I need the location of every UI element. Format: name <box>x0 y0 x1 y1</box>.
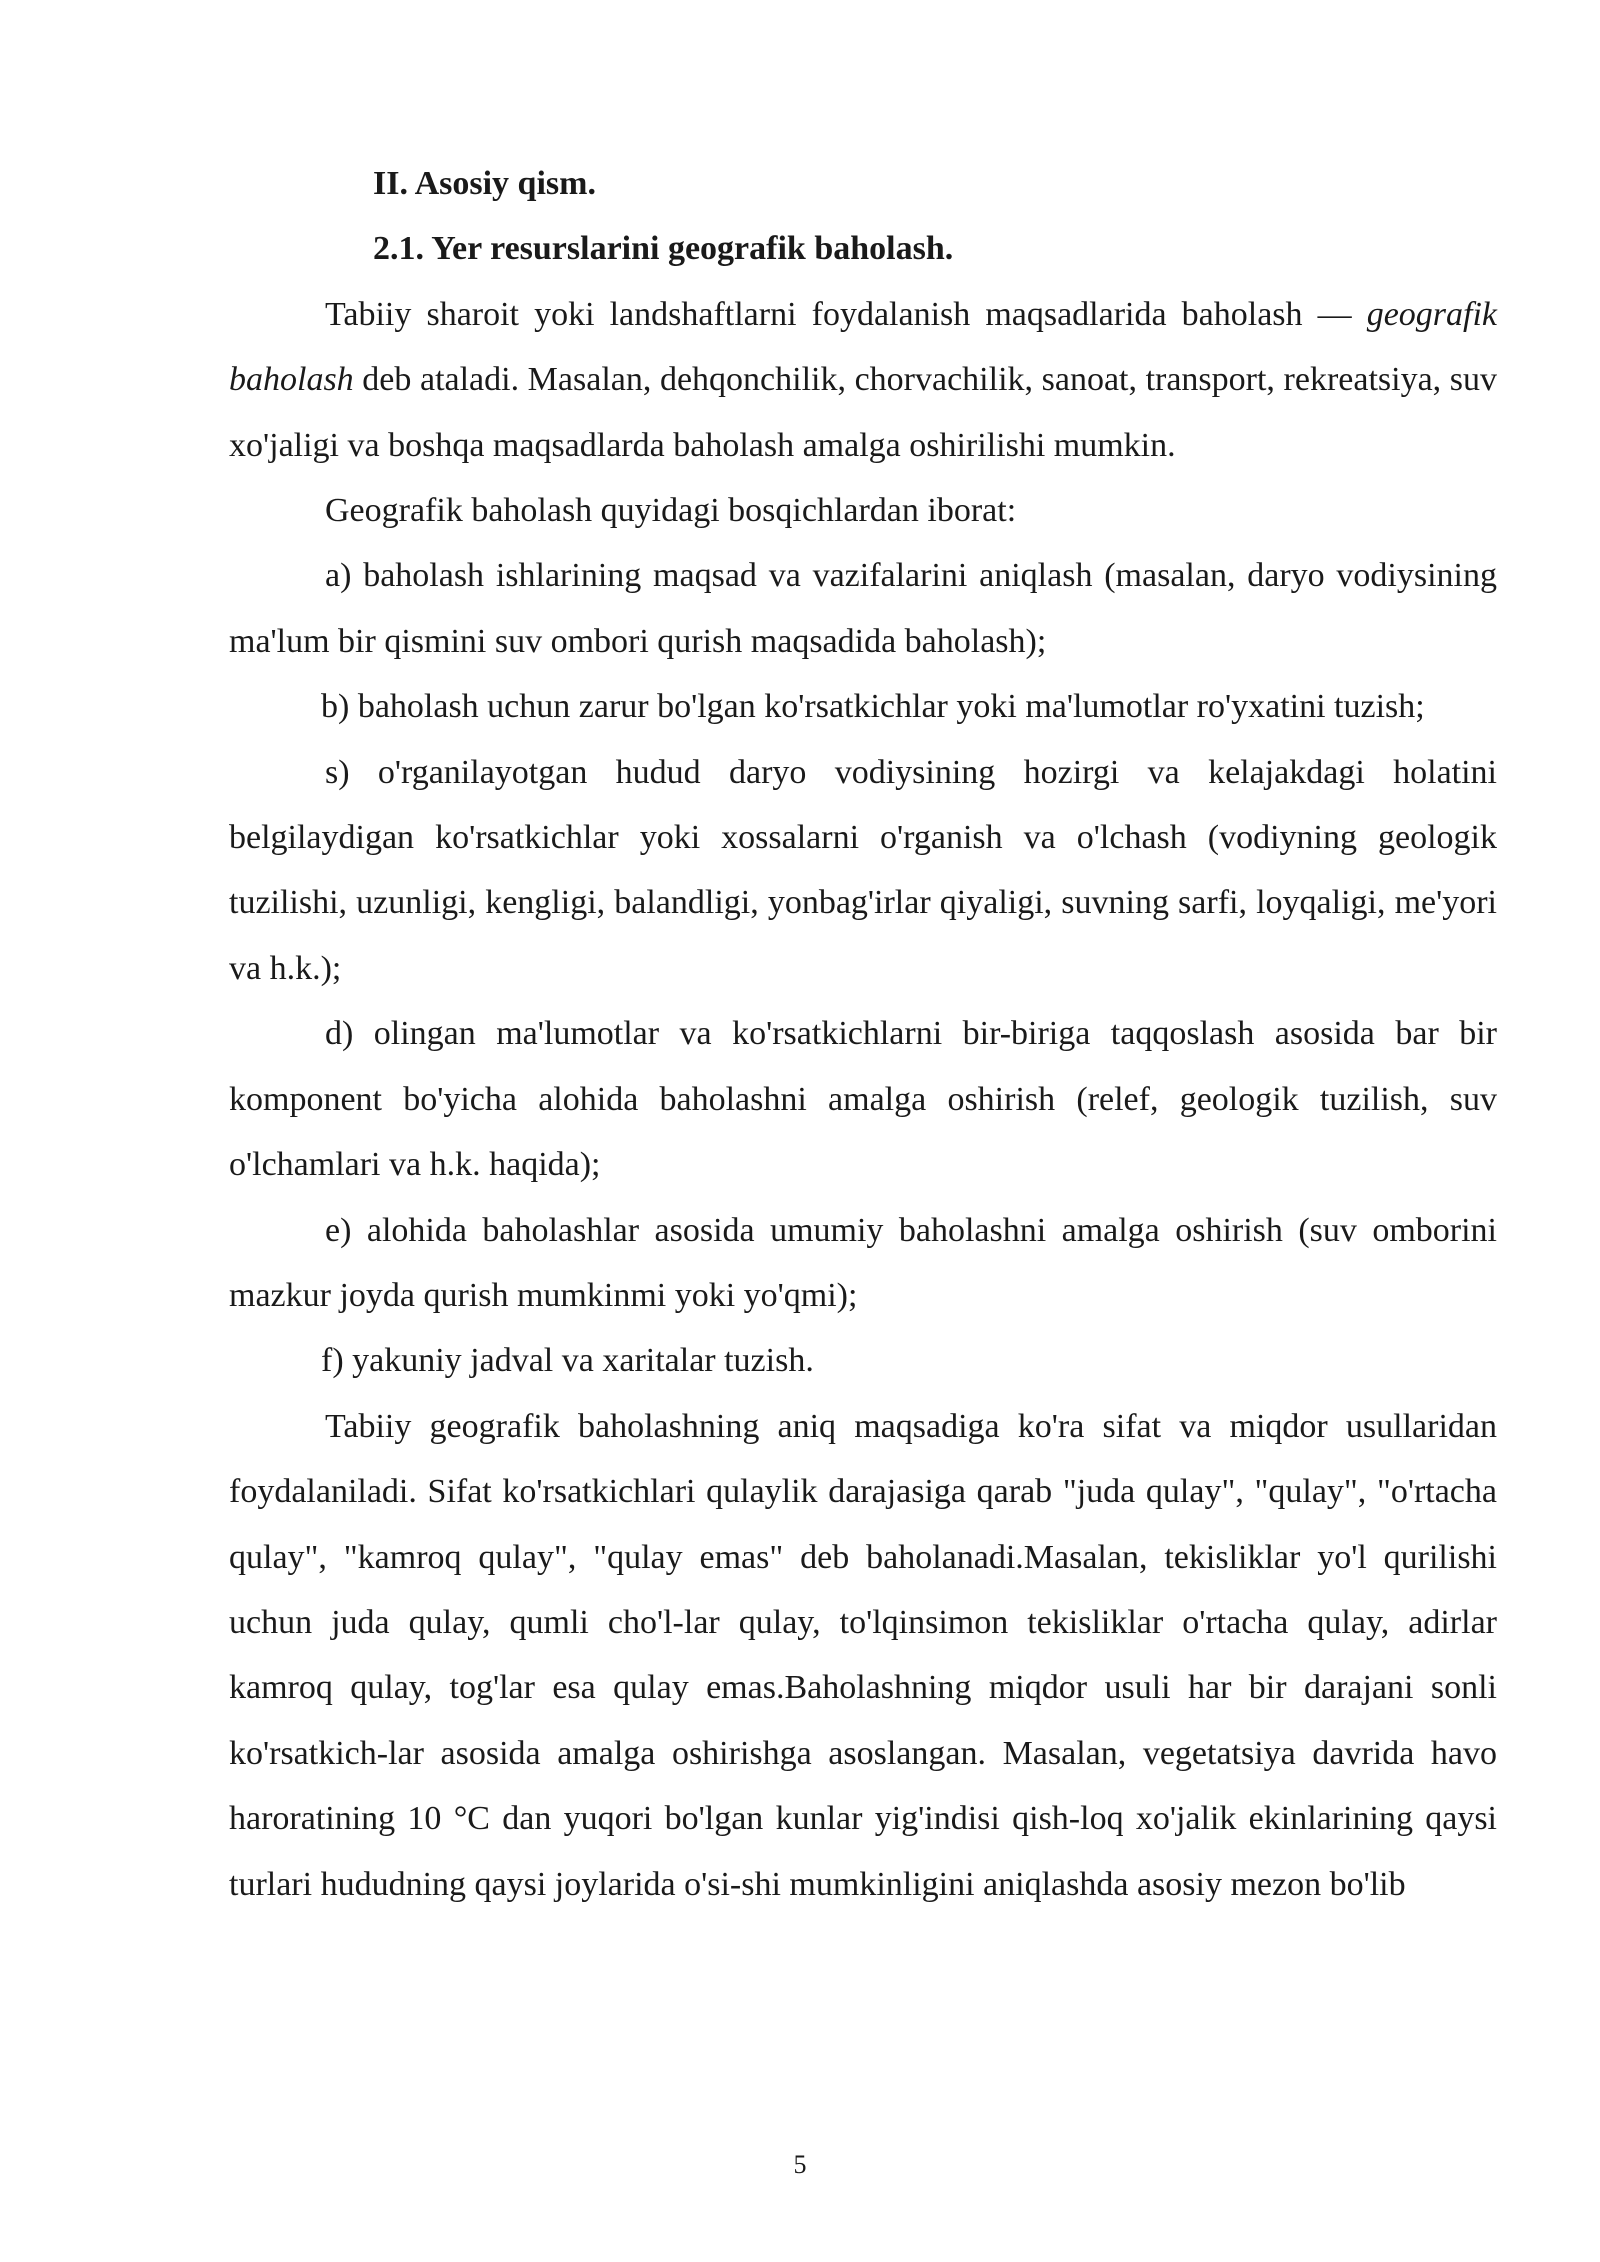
list-item-b: b) baholash uchun zarur bo'lgan ko'rsatkichlar yoki ma'lumotlar ro'yxatini tuzish; <box>321 688 1425 726</box>
list-item-a: a) baholash ishlarining maqsad va vazifalarini aniqlash (masalan, daryo vodiysining ma'lum bir qismini suv ombori qurish maqsadida baholash); <box>229 557 1497 660</box>
stages-intro-paragraph: Geografik baholash quyidagi bosqichlardan iborat: <box>325 492 1017 530</box>
subsection-heading: 2.1. Yer resurslarini geografik baholash. <box>373 230 954 268</box>
intro-text-before: Tabiiy sharoit yoki landshaftlarni foydalanish maqsadlarida baholash — <box>325 295 1367 333</box>
methods-paragraph: Tabiiy geografik baholashning aniq maqsadiga ko'ra sifat va miqdor usullaridan foydalaniladi. Sifat ko'rsatkichlari qulaylik darajasiga qarab "juda qulay", "qulay", "o'rtacha qulay", "kamroq qulay", "qulay emas" deb baholanadi.Masalan, tekisliklar yo'l qurilishi uchun juda qulay, qumli cho'l-lar qulay, to'lqinsimon tekisliklar o'rtacha qulay, adirlar kamroq qulay, tog'lar esa qulay emas.Baholashning miqdor usuli har bir darajani sonli ko'rsatkich-lar asosida amalga oshirishga asoslangan. Masalan, vegetatsiya davrida havo haroratining 10 °C dan yuqori bo'lgan kunlar yig'indisi qish-loq xo'jalik ekinlarining qaysi turlari hududning qaysi joylarida o'si-shi mumkinligini aniqlashda asosiy mezon bo'lib <box>229 1407 1497 1903</box>
intro-emphasis: geografik baholash <box>229 295 1497 399</box>
list-item-d: d) olingan ma'lumotlar va ko'rsatkichlarni bir-biriga taqqoslash asosida bar bir komponent bo'yicha alohida baholashni amalga oshirish (relef, geologik tuzilish, suv o'lchamlari va h.k. haqida); <box>229 1015 1497 1184</box>
list-item-e: e) alohida baholashlar asosida umumiy baholashni amalga oshirish (suv omborini mazkur joyda qurish mumkinmi yoki yo'qmi); <box>229 1211 1497 1314</box>
list-item-s: s) o'rganilayotgan hudud daryo vodiysining hozirgi va kelajakdagi holatini belgilaydigan ko'rsatkichlar yoki xossalarni o'rganish va o'lchash (vodiyning geologik tuzilishi, uzunligi, kengligi, balandligi, yonbag'irlar qiyaligi, suvning sarfi, loyqaligi, me'yori va h.k.); <box>229 753 1497 987</box>
page-number: 5 <box>793 2150 807 2179</box>
section-heading: II. Asosiy qism. <box>373 165 596 202</box>
intro-paragraph <box>229 282 1497 478</box>
intro-text-after: deb ataladi. Masalan, dehqonchilik, chorvachilik, sanoat, transport, rekreatsiya, suv xo'jaligi va boshqa maqsadlarda baholash amalga oshirilishi mumkin. <box>229 361 1497 464</box>
list-item-f: f) yakuniy jadval va xaritalar tuzish. <box>321 1342 814 1380</box>
page-content <box>229 151 1497 1917</box>
